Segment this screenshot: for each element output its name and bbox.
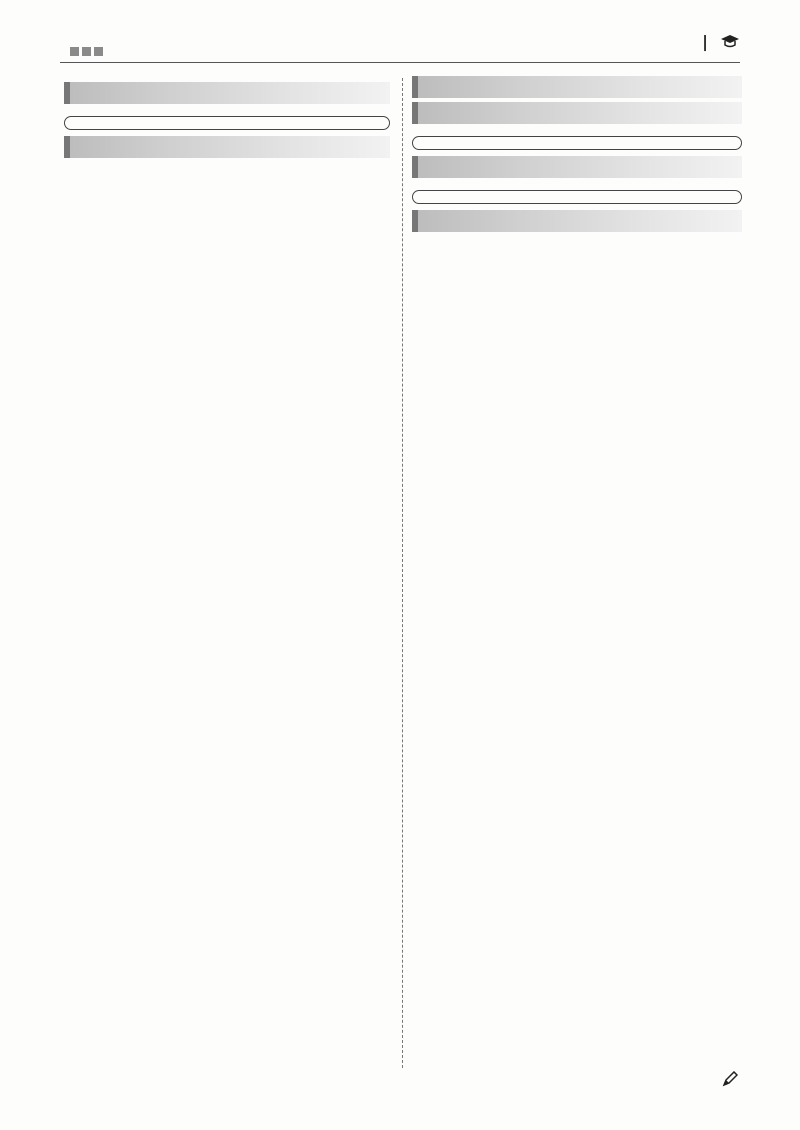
section-bar-basic: [412, 76, 742, 98]
left-column: [64, 72, 390, 160]
right-column: [412, 72, 742, 234]
extension-box: [64, 116, 390, 130]
section-bar-text: [412, 102, 742, 124]
header-decoration: [70, 47, 120, 56]
column-divider: [402, 78, 403, 1068]
section-bar-reading: [64, 136, 390, 158]
section-bar-basic: [64, 82, 390, 104]
page-header: |: [696, 32, 740, 51]
section-bar-reading: [412, 156, 742, 178]
section-bar-basic-2: [412, 210, 742, 232]
extension-box: [412, 136, 742, 150]
pencil-icon: [722, 1071, 738, 1087]
extension-box-2: [412, 190, 742, 204]
header-rule: [60, 62, 740, 63]
graduation-cap-icon: [720, 34, 740, 50]
